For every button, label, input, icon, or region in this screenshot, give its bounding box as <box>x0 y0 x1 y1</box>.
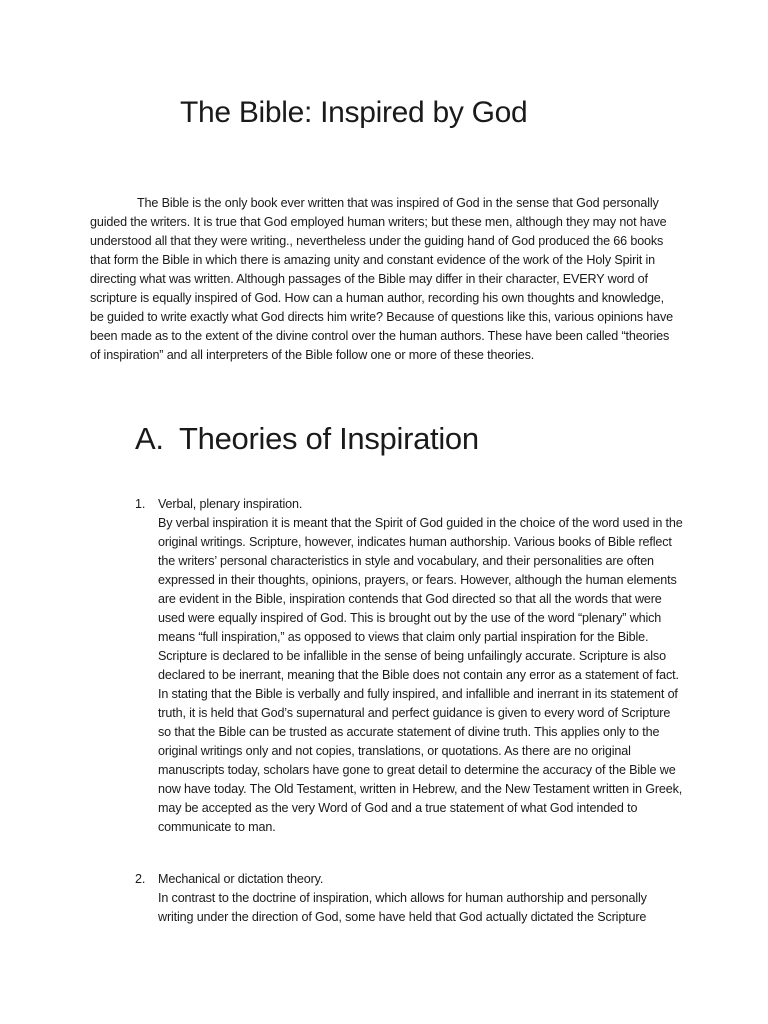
list-item-body <box>158 870 683 927</box>
list-item-title: Verbal, plenary inspiration. <box>158 497 303 511</box>
list-item-mechanical-dictation <box>135 870 683 927</box>
list-item-body <box>158 495 683 837</box>
section-heading <box>135 421 479 457</box>
list-item-text: By verbal inspiration it is meant that the Spirit of God guided in the choice of the word used in the original writings. Scripture, however, indicates human authorship. Various books of Bible reflect the writers’ personal characteristics in style and vocabulary, and their personalities are often expressed in their thoughts, opinions, prayers, or fears. However, although the human elements are evident in the Bible, inspiration contends that God directed so that all the words that were used were equally inspired of God. This is brought out by the use of the word “plenary” which means “full inspiration,” as opposed to views that claim only partial inspiration for the Bible. Scripture is declared to be infallible in the sense of being unfailingly accurate. Scripture is also declared to be inerrant, meaning that the Bible does not contain any error as a statement of fact. In stating that the Bible is verbally and fully inspired, and infallible and inerrant in its statement of truth, it is held that God’s supernatural and perfect guidance is given to every word of Scripture so that the Bible can be trusted as accurate statement of divine truth. This applies only to the original writings only and not copies, translations, or quotations. As there are no original manuscripts today, scholars have gone to great detail to determine the accuracy of the Bible we now have today. The Old Testament, written in Hebrew, and the New Testament written in Greek, may be accepted as the very Word of God and a true statement of what God intended to communicate to man. <box>158 516 683 834</box>
intro-paragraph: The Bible is the only book ever written that was inspired of God in the sense that God personally guided the writers. It is true that God employed human writers; but these men, although they may not have understood all that they were writing., nevertheless under the guiding hand of God produced the 66 books that form the Bible in which there is amazing unity and constant evidence of the work of the Holy Spirit in directing what was written. Although passages of the Bible may differ in their character, EVERY word of scripture is equally inspired of God. How can a human author, recording his own thoughts and knowledge, be guided to write exactly what God directs him write? Because of questions like this, various opinions have been made as to the extent of the divine control over the human authors. These have been called “theories of inspiration” and all interpreters of the Bible follow one or more of these theories. <box>90 196 674 362</box>
list-item-title: Mechanical or dictation theory. <box>158 872 324 886</box>
list-item-number: 2. <box>135 872 146 886</box>
section-heading-text: Theories of Inspiration <box>179 421 479 456</box>
list-item-number: 1. <box>135 497 146 511</box>
list-item-verbal-plenary <box>135 495 683 837</box>
list-item-text: In contrast to the doctrine of inspiration, which allows for human authorship and personally writing under the direction of God, some have held that God actually dictated the Scripture <box>158 891 647 924</box>
document-title: The Bible: Inspired by God <box>180 96 528 129</box>
section-letter: A. <box>135 421 164 456</box>
